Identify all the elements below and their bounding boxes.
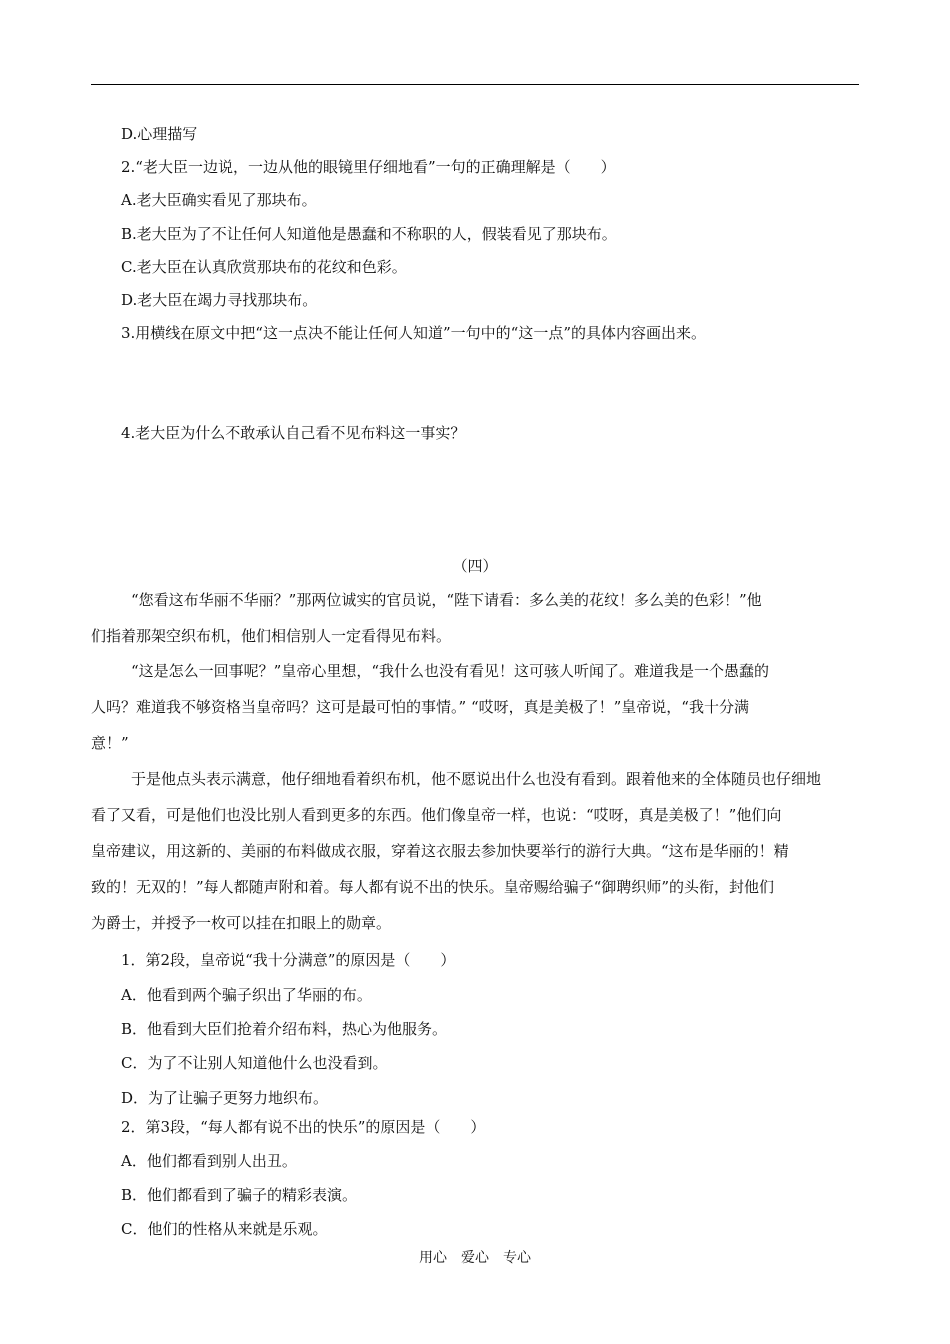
paragraph-3-line-3: 皇帝建议，用这新的、美丽的布料做成衣服，穿着这衣服去参加快要举行的游行大典。“这布是华丽的！精	[91, 842, 789, 860]
paragraph-1-line-1: “您看这布华丽不华丽？”那两位诚实的官员说，“陛下请看：多么美的花纹！多么美的色彩！”他	[131, 591, 762, 609]
question-2-heading: 2.“老大臣一边说，一边从他的眼镜里仔细地看”一句的正确理解是（ ）	[121, 158, 616, 176]
s4-question-1: 1．第2段，皇帝说“我十分满意”的原因是（ ）	[121, 951, 456, 969]
s4-question-2-option-a: A．他们都看到别人出丑。	[121, 1152, 297, 1170]
s4-question-2: 2．第3段，“每人都有说不出的快乐”的原因是（ ）	[121, 1118, 486, 1136]
question-2-option-a: A.老大臣确实看见了那块布。	[121, 191, 317, 209]
s4-question-1-option-d: D．为了让骗子更努力地织布。	[121, 1089, 329, 1107]
s4-question-1-option-c: C．为了不让别人知道他什么也没看到。	[121, 1054, 388, 1072]
s4-question-2-option-c: C．他们的性格从来就是乐观。	[121, 1220, 328, 1238]
question-3: 3.用横线在原文中把“这一点决不能让任何人知道”一句中的“这一点”的具体内容画出来。	[121, 324, 706, 342]
s4-question-1-option-a: A．他看到两个骗子织出了华丽的布。	[121, 986, 372, 1004]
paragraph-2-line-2: 人吗？难道我不够资格当皇帝吗？这可是最可怕的事情。” “哎呀，真是美极了！”皇帝说，“我十分满	[91, 698, 749, 716]
paragraph-3-line-4: 致的！无双的！”每人都随声附和着。每人都有说不出的快乐。皇帝赐给骗子“御聘织师”的头衔，封他们	[91, 878, 775, 896]
paragraph-2-line-3: 意！”	[91, 734, 129, 752]
page-footer: 用心 爱心 专心	[419, 1250, 531, 1266]
paragraph-3-line-2: 看了又看，可是他们也没比别人看到更多的东西。他们像皇帝一样，也说：“哎呀，真是美极了！”他们向	[91, 806, 782, 824]
paragraph-3-line-5: 为爵士，并授予一枚可以挂在扣眼上的勋章。	[91, 914, 392, 932]
header-rule	[91, 84, 859, 85]
option-d-psychological: D.心理描写	[121, 125, 198, 143]
question-2-option-c: C.老大臣在认真欣赏那块布的花纹和色彩。	[121, 258, 407, 276]
paragraph-2-line-1: “这是怎么一回事呢？”皇帝心里想，“我什么也没有看见！这可骇人听闻了。难道我是一个愚蠢的	[131, 662, 770, 680]
paragraph-1-line-2: 们指着那架空织布机，他们相信别人一定看得见布料。	[91, 627, 452, 645]
question-2-option-b: B.老大臣为了不让任何人知道他是愚蠢和不称职的人，假装看见了那块布。	[121, 225, 617, 243]
paragraph-3-line-1: 于是他点头表示满意，他仔细地看着织布机，他不愿说出什么也没有看到。跟着他来的全体随员也仔细地	[131, 770, 822, 788]
question-2-option-d: D.老大臣在竭力寻找那块布。	[121, 291, 318, 309]
question-4: 4.老大臣为什么不敢承认自己看不见布料这一事实？	[121, 424, 466, 442]
section-heading: （四）	[452, 557, 498, 575]
s4-question-2-option-b: B．他们都看到了骗子的精彩表演。	[121, 1186, 358, 1204]
s4-question-1-option-b: B．他看到大臣们抢着介绍布料，热心为他服务。	[121, 1020, 448, 1038]
